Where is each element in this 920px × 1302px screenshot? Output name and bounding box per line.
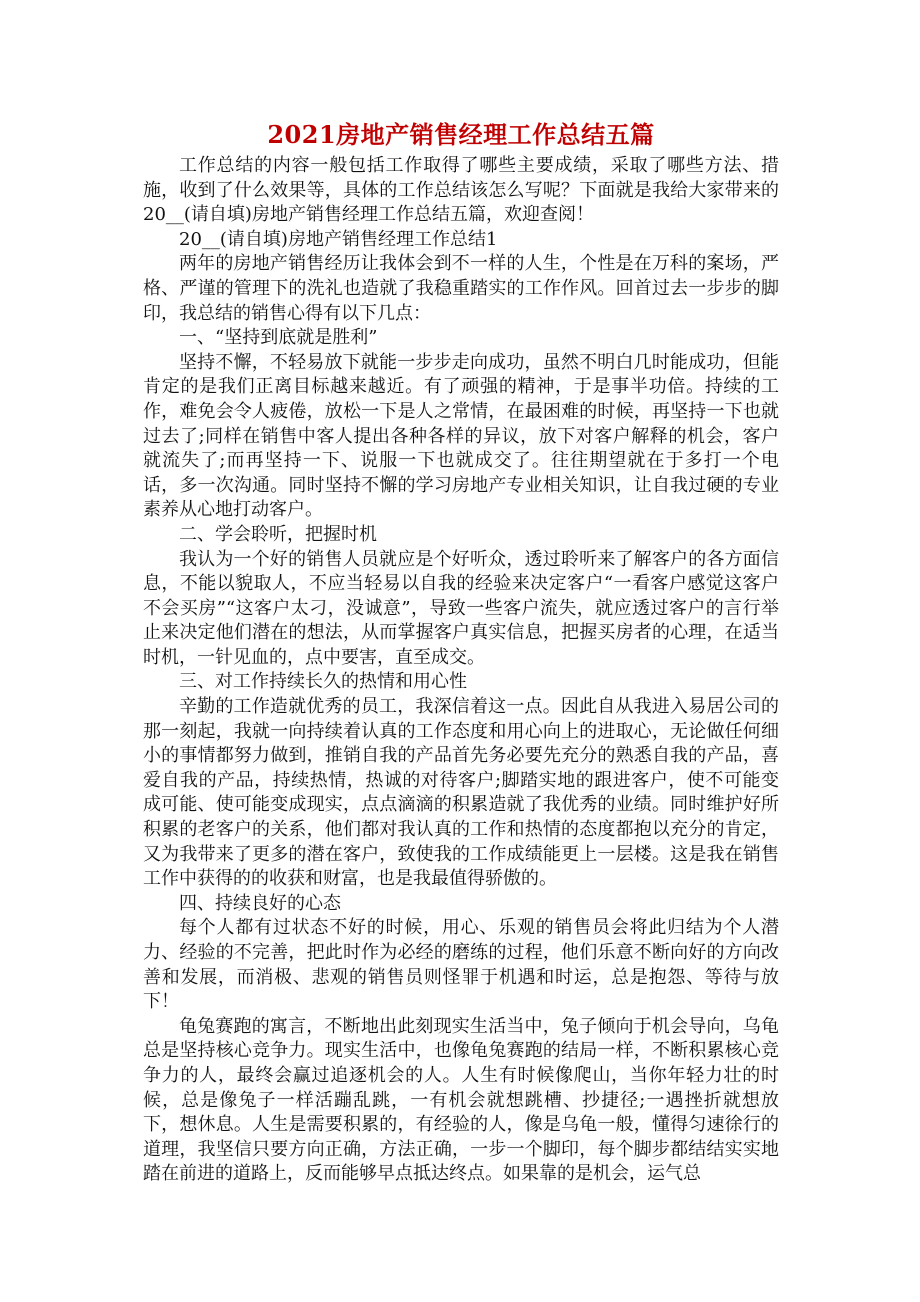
paragraph: 坚持不懈，不轻易放下就能一步步走向成功，虽然不明白几时能成功，但能肯定的是我们正离目标越来越近。有了顽强的精神，于是事半功倍。持续的工作，难免会令人疲倦，放松一下是人之常情，在最困难的时候，再坚持一下也就过去了;同样在销售中客人提出各种各样的异议，放下对客户解释的机会，客户就流失了;而再坚持一下、说服一下也就成交了。往往期望就在于多打一个电话，多一次沟通。同时坚持不懈的学习房地产专业相关知识，让自我过硬的专业素养从心地打动客户。 xyxy=(143,351,779,521)
paragraph: 两年的房地产销售经历让我体会到不一样的人生，个性是在万科的案场，严格、严谨的管理下的洗礼也造就了我稳重踏实的工作作风。回首过去一步步的脚印，我总结的销售心得有以下几点： xyxy=(143,253,779,324)
point-heading-2: 二、学会聆听，把握时机 xyxy=(179,523,377,545)
paragraph-intro: 工作总结的内容一般包括工作取得了哪些主要成绩，采取了哪些方法、措施，收到了什么效果等，具体的工作总结该怎么写呢？下面就是我给大家带来的20__(请自填)房地产销售经理工作总结五篇，欢迎查阅！ xyxy=(143,155,779,226)
paragraph: 龟兔赛跑的寓言，不断地出此刻现实生活当中，兔子倾向于机会导向，乌龟总是坚持核心竞争力。现实生活中，也像龟兔赛跑的结局一样，不断积累核心竞争力的人，最终会赢过追逐机会的人。人生有时候像爬山，当你年轻力壮的时候，总是像兔子一样活蹦乱跳，一有机会就想跳槽、抄捷径;一遇挫折就想放下，想休息。人生是需要积累的，有经验的人，像是乌龟一般，懂得匀速徐行的道理，我坚信只要方向正确，方法正确，一步一个脚印，每个脚步都结结实实地踏在前进的道路上，反而能够早点抵达终点。如果靠的是机会，运气总 xyxy=(143,1015,779,1185)
document-title: 2021房地产销售经理工作总结五篇 xyxy=(267,120,655,149)
paragraph: 我认为一个好的销售人员就应是个好听众，透过聆听来了解客户的各方面信息，不能以貌取人，不应当轻易以自我的经验来决定客户“一看客户感觉这客户不会买房”“这客户太刁，没诚意”，导致一些客户流失，就应透过客户的言行举止来决定他们潜在的想法，从而掌握客户真实信息，把握买房者的心理，在适当时机，一针见血的，点中要害，直至成交。 xyxy=(143,548,779,668)
point-heading-3: 三、对工作持续长久的热情和用心性 xyxy=(179,671,467,693)
section-heading-summary-1: 20__(请自填)房地产销售经理工作总结1 xyxy=(179,228,498,250)
point-heading-1: 一、“坚持到底就是胜利” xyxy=(179,327,378,349)
paragraph: 辛勤的工作造就优秀的员工，我深信着这一点。因此自从我进入易居公司的那一刻起，我就一向持续着认真的工作态度和用心向上的进取心，无论做任何细小的事情都努力做到，推销自我的产品首先务必要先充分的熟悉自我的产品，喜爱自我的产品，持续热情，热诚的对待客户;脚踏实地的跟进客户，使不可能变成可能、使可能变成现实，点点滴滴的积累造就了我优秀的业绩。同时维护好所积累的老客户的关系，他们都对我认真的工作和热情的态度都抱以充分的肯定，又为我带来了更多的潜在客户，致使我的工作成绩能更上一层楼。这是我在销售工作中获得的的收获和财富，也是我最值得骄傲的。 xyxy=(143,696,779,890)
paragraph: 每个人都有过状态不好的时候，用心、乐观的销售员会将此归结为个人潜力、经验的不完善，把此时作为必经的磨练的过程，他们乐意不断向好的方向改善和发展，而消极、悲观的销售员则怪罪于机遇和时运，总是抱怨、等待与放下！ xyxy=(143,917,779,1013)
point-heading-4: 四、持续良好的心态 xyxy=(179,892,341,914)
document-page xyxy=(143,118,779,1187)
